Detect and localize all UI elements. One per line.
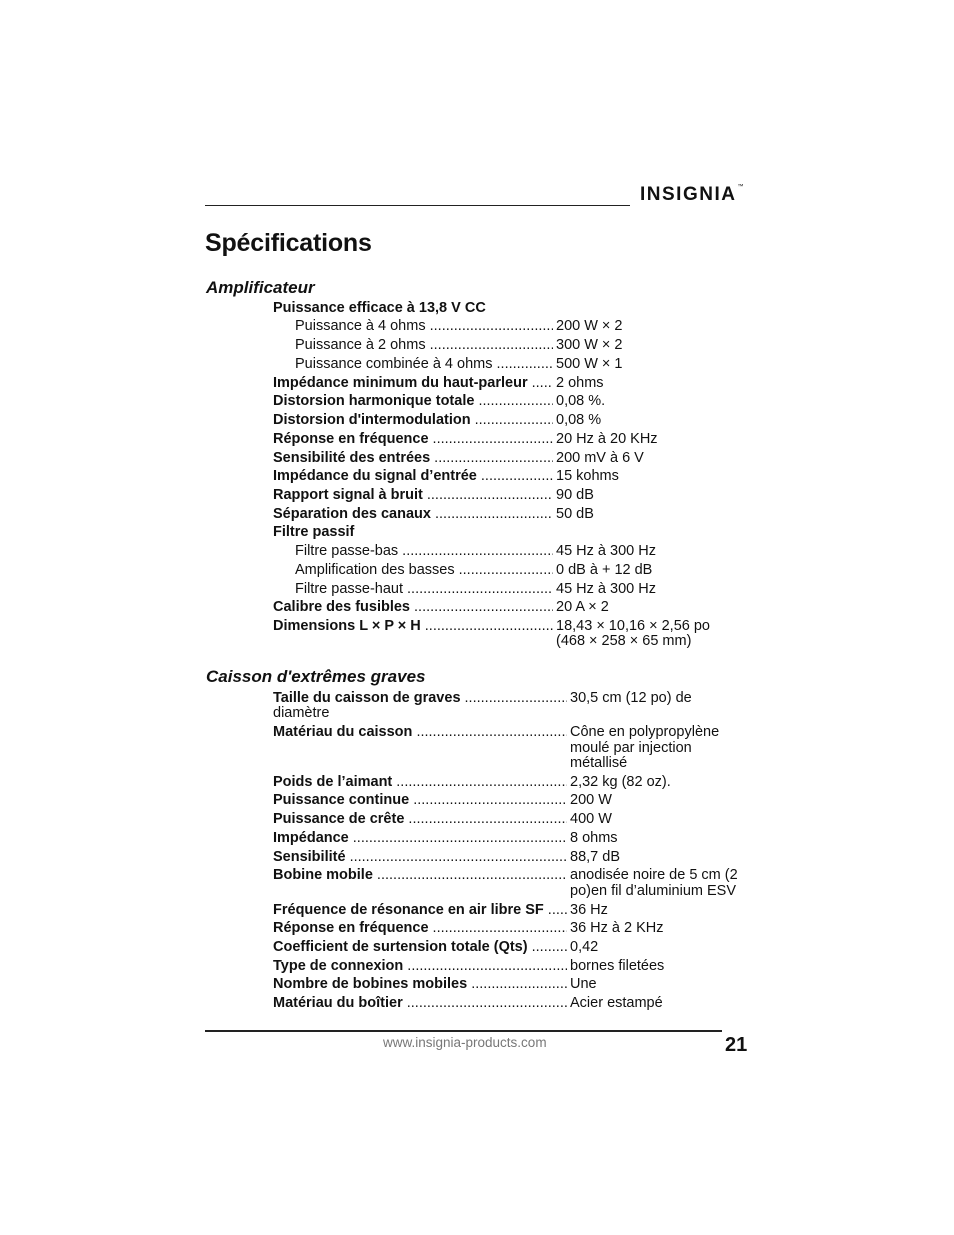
- spec-row: Distorsion d'intermodulation ..... 0,08 %: [273, 412, 693, 429]
- spec-row: Coefficient de surtension totale (Qts) ..... 0,42: [273, 939, 743, 956]
- footer-url: www.insignia-products.com: [383, 1035, 547, 1050]
- spec-row: Dimensions L × P × H ..... 18,43 × 10,16 × 2,56 po: [273, 618, 733, 635]
- spec-row: Réponse en fréquence ..... 20 Hz à 20 KHz: [273, 431, 693, 448]
- spec-row: Filtre passe-haut ..... 45 Hz à 300 Hz: [295, 581, 695, 598]
- spec-row: Sensibilité ..... 88,7 dB: [273, 849, 743, 866]
- spec-row: Distorsion harmonique totale ..... 0,08 %.: [273, 393, 693, 410]
- spec-value-continued: (468 × 258 × 65 mm): [556, 633, 692, 649]
- spec-row: Calibre des fusibles ..... 20 A × 2: [273, 599, 693, 616]
- page-number: 21: [725, 1034, 748, 1056]
- spec-row: Nombre de bobines mobiles ..... Une: [273, 976, 743, 993]
- spec-row: Séparation des canaux ..... 50 dB: [273, 506, 693, 523]
- spec-value-continued: diamètre: [273, 705, 330, 721]
- page-title: Spécifications: [205, 229, 372, 257]
- spec-row: Sensibilité des entrées ..... 200 mV à 6 V: [273, 450, 693, 467]
- spec-row: Amplification des basses ..... 0 dB à + 12 dB: [295, 562, 695, 579]
- spec-row: Matériau du boîtier ..... Acier estampé: [273, 995, 743, 1012]
- spec-row: Puissance combinée à 4 ohms ..... 500 W × 1: [295, 356, 695, 373]
- spec-row: Puissance à 4 ohms ..... 200 W × 2: [295, 318, 695, 335]
- spec-row: Puissance à 2 ohms ..... 300 W × 2: [295, 337, 695, 354]
- spec-row: Impédance ..... 8 ohms: [273, 830, 743, 847]
- filter-title: Filtre passif: [273, 524, 355, 540]
- spec-row: Rapport signal à bruit ..... 90 dB: [273, 487, 693, 504]
- spec-row: Fréquence de résonance en air libre SF ..... 36 Hz: [273, 902, 743, 919]
- header-rule: [205, 205, 630, 206]
- spec-value-continued: moulé par injection: [570, 740, 692, 756]
- spec-row: Puissance continue ..... 200 W: [273, 792, 743, 809]
- spec-row: Matériau du caisson ..... Cône en polypropylène: [273, 724, 743, 741]
- section-heading-amplifier: Amplificateur: [206, 278, 315, 297]
- spec-value-continued: po)en fil d’aluminium ESV: [570, 883, 737, 899]
- spec-row: Filtre passe-bas ..... 45 Hz à 300 Hz: [295, 543, 695, 560]
- spec-row: Réponse en fréquence ..... 36 Hz à 2 KHz: [273, 920, 743, 937]
- footer-rule: [205, 1030, 722, 1032]
- spec-row: Impédance minimum du haut-parleur ..... 2 ohms: [273, 375, 693, 392]
- spec-row: Bobine mobile ..... anodisée noire de 5 cm (2: [273, 867, 753, 884]
- spec-row: Puissance de crête ..... 400 W: [273, 811, 743, 828]
- spec-value-continued: métallisé: [570, 755, 628, 771]
- spec-row: Taille du caisson de graves ..... 30,5 cm (12 po) de: [273, 690, 743, 707]
- brand-logo: INSIGNIA™: [640, 184, 745, 205]
- spec-row: Impédance du signal d’entrée ..... 15 kohms: [273, 468, 693, 485]
- section-heading-subwoofer: Caisson d'extrêmes graves: [206, 667, 426, 686]
- spec-row: Type de connexion ..... bornes filetées: [273, 958, 743, 975]
- power-title: Puissance efficace à 13,8 V CC: [273, 300, 486, 316]
- spec-row: Poids de l’aimant ..... 2,32 kg (82 oz).: [273, 774, 743, 791]
